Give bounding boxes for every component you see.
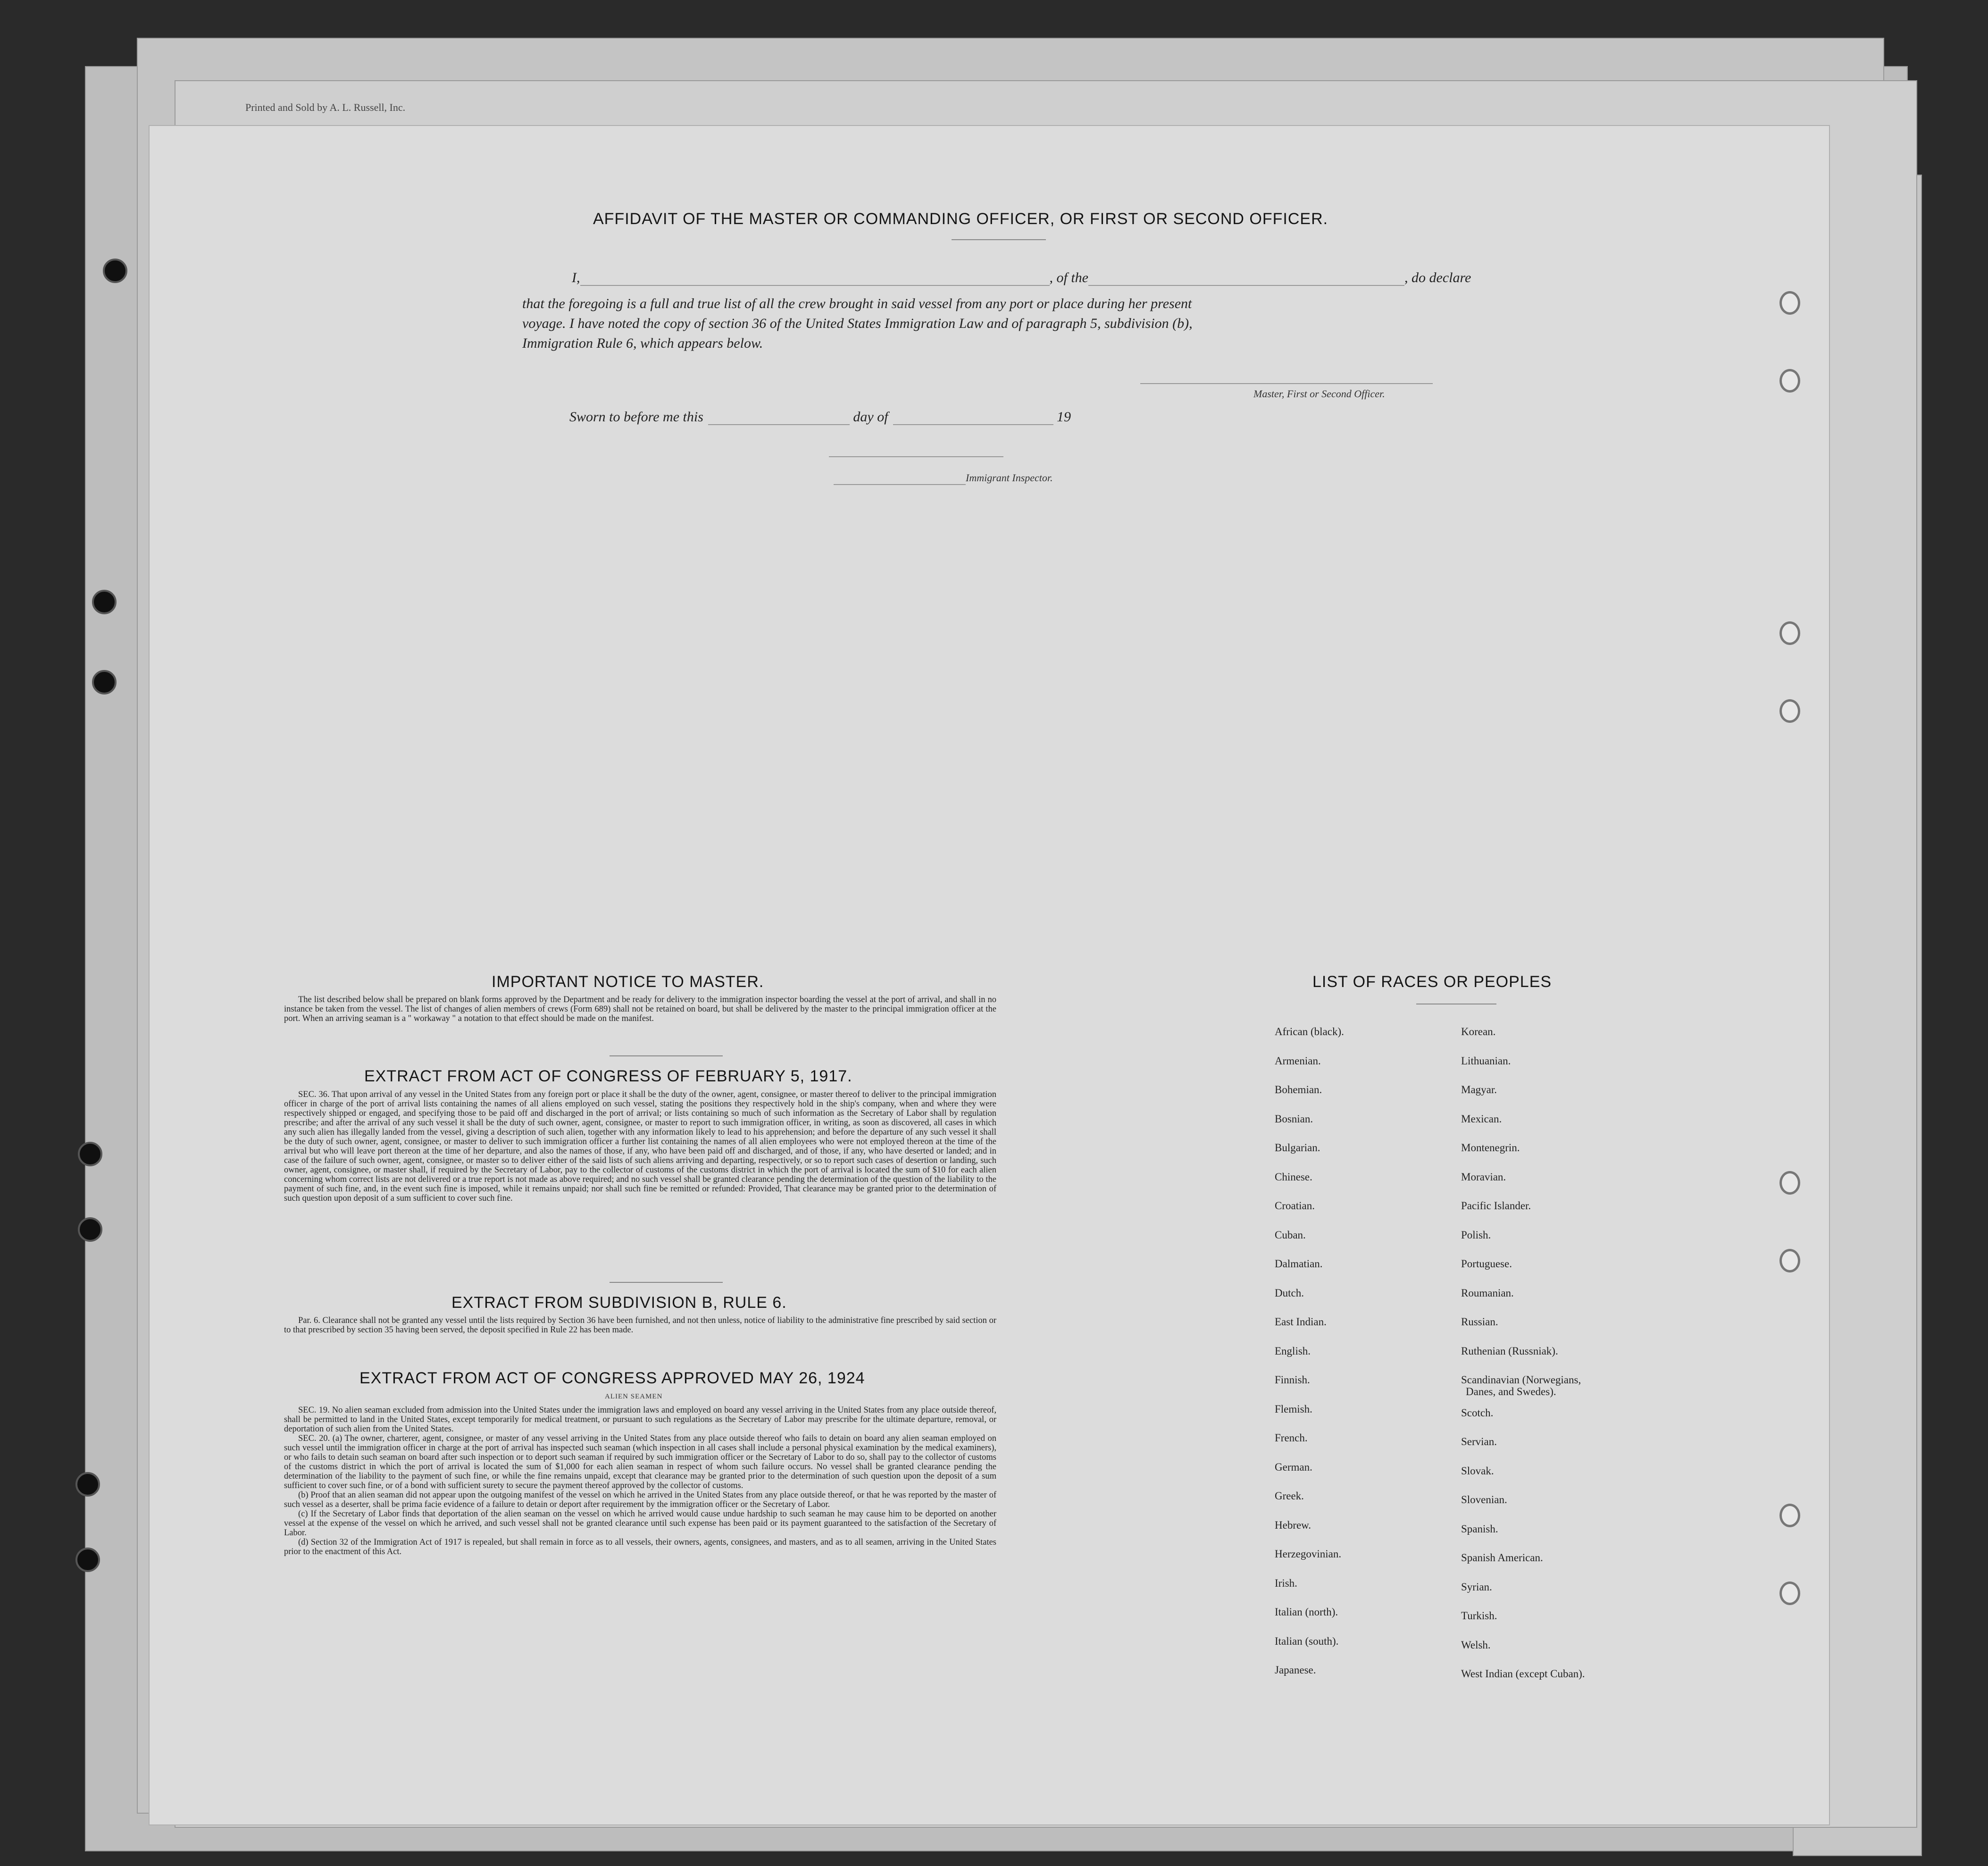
race-item: Bohemian. bbox=[1275, 1084, 1322, 1096]
section-20c-paragraph: (c) If the Secretary of Labor finds that deportation of the alien seaman on the vessel on which he arrived would cause undue hardship to such seaman he may cause him to be deported on another vessel at the expense of the vessel on which he arrived, and such vessel shall not be granted clearance until such expense has been paid or its payment guaranteed to the satisfaction of the Secretary of Labor. bbox=[284, 1509, 996, 1538]
binder-hole bbox=[103, 259, 127, 283]
section-20a-paragraph: SEC. 20. (a) The owner, charterer, agent, consignee, or master of any vessel arriving in the United States from any place outside thereof who fails to detain on board any alien seaman employed on such vessel until the immigration officer in charge at the port of arrival has inspected such seaman (which inspection in all cases shall include a personal physical examination by the medical examiners), or who fails to detain such seaman on board after such inspection or to deport such seaman if required by such immigration officer or the Secretary of Labor to do so, shall pay to the collector of customs of the customs district in which the port of arrival is located the sum of $1,000 for each alien seaman in respect of whom such failure occurs. No vessel shall be granted clearance pending the determination of the liability to the payment of such fine, or while the fine remains unpaid, except that clearance may be granted prior to the determination of such question upon the deposit of a sum sufficient to cover such fine, or of a bond with sufficient surety to secure the payment thereof approved by the collector of customs. bbox=[284, 1434, 996, 1490]
name-blank bbox=[580, 285, 1050, 286]
extract-1917-text bbox=[284, 1090, 996, 1203]
race-item: African (black). bbox=[1275, 1026, 1344, 1038]
binder-hole bbox=[1779, 1581, 1800, 1605]
divider bbox=[610, 1282, 723, 1283]
race-item: Scotch. bbox=[1461, 1406, 1494, 1419]
section-19-paragraph: SEC. 19. No alien seaman excluded from admission into the United States under the immigration laws and employed on board any vessel arriving in the United States from any place outside thereof, shall be permitted to land in the United States, except temporarily for medical treatment, or pursuant to such regulations as the Secretary of Labor may prescribe for the ultimate departure, removal, or deportation of such alien from the United States. bbox=[284, 1406, 996, 1434]
race-item: Slovak. bbox=[1461, 1464, 1494, 1477]
race-item: French. bbox=[1275, 1432, 1308, 1444]
alien-seamen-subtitle: ALIEN SEAMEN bbox=[605, 1393, 663, 1400]
race-item: Scandinavian (Norwegians, bbox=[1461, 1374, 1581, 1386]
race-item: Dutch. bbox=[1275, 1287, 1304, 1299]
affidavit-line-2: that the foregoing is a full and true list of all the crew brought in said vessel from any port or place during her present bbox=[522, 296, 1192, 311]
race-item: Servian. bbox=[1461, 1436, 1497, 1448]
race-item: Armenian. bbox=[1275, 1054, 1321, 1067]
day-blank bbox=[708, 424, 850, 425]
month-blank bbox=[893, 424, 1053, 425]
race-item: Greek. bbox=[1275, 1490, 1304, 1502]
inspector-signature-line bbox=[829, 456, 1003, 457]
extract-rule6-text bbox=[284, 1316, 996, 1335]
divider bbox=[952, 239, 1046, 240]
binder-hole bbox=[1779, 291, 1800, 315]
race-item: Italian (north). bbox=[1275, 1606, 1338, 1618]
notice-text bbox=[284, 995, 996, 1023]
race-item: Korean. bbox=[1461, 1026, 1496, 1038]
master-caption: Master, First or Second Officer. bbox=[1253, 388, 1385, 400]
race-item: West Indian (except Cuban). bbox=[1461, 1668, 1585, 1680]
signature-line bbox=[1140, 383, 1433, 384]
race-item: Bulgarian. bbox=[1275, 1142, 1320, 1154]
affidavit-line-4: Immigration Rule 6, which appears below. bbox=[522, 335, 763, 351]
binder-hole bbox=[1779, 369, 1800, 393]
race-item: Irish. bbox=[1275, 1577, 1297, 1589]
race-item: Portuguese. bbox=[1461, 1258, 1512, 1270]
race-item: Chinese. bbox=[1275, 1171, 1312, 1183]
extract-rule6-title: EXTRACT FROM SUBDIVISION B, RULE 6. bbox=[451, 1294, 787, 1312]
race-item: Syrian. bbox=[1461, 1581, 1492, 1593]
race-item: Cuban. bbox=[1275, 1229, 1306, 1241]
sworn-line bbox=[569, 409, 1071, 425]
affidavit-line-3: voyage. I have noted the copy of section 36 of the United States Immigration Law and of paragraph 5, subdivision (b), bbox=[522, 316, 1193, 331]
race-item: Finnish. bbox=[1275, 1374, 1310, 1386]
race-item: Slovenian. bbox=[1461, 1494, 1507, 1506]
race-item: Lithuanian. bbox=[1461, 1054, 1511, 1067]
race-item: Spanish American. bbox=[1461, 1552, 1543, 1564]
section-20d-paragraph: (d) Section 32 of the Immigration Act of 1917 is repealed, but shall remain in force as to all vessels, their owners, agents, consignees, and masters, and as to all seamen, arriving in the United States prior to the enactment of this Act. bbox=[284, 1538, 996, 1556]
race-item: Turkish. bbox=[1461, 1610, 1497, 1622]
race-item: Croatian. bbox=[1275, 1200, 1315, 1212]
race-item: Moravian. bbox=[1461, 1171, 1506, 1183]
race-continuation: Danes, and Swedes). bbox=[1466, 1386, 1556, 1397]
race-item: Russian. bbox=[1461, 1316, 1498, 1328]
race-item: German. bbox=[1275, 1461, 1312, 1473]
binder-hole bbox=[92, 590, 117, 614]
race-item: East Indian. bbox=[1275, 1316, 1327, 1328]
extract-1917-title: EXTRACT FROM ACT OF CONGRESS OF FEBRUARY 5, 1917. bbox=[364, 1067, 852, 1085]
inspector-caption: Immigrant Inspector. bbox=[966, 472, 1053, 484]
binder-hole bbox=[92, 670, 117, 695]
vessel-blank bbox=[1088, 285, 1404, 286]
of-the-label: , of the bbox=[1049, 270, 1088, 285]
race-item: Magyar. bbox=[1461, 1084, 1497, 1096]
divider bbox=[610, 1055, 723, 1056]
binder-hole bbox=[78, 1217, 102, 1242]
binder-hole bbox=[1779, 1171, 1800, 1195]
race-item: Pacific Islander. bbox=[1461, 1200, 1531, 1212]
race-item: Italian (south). bbox=[1275, 1635, 1339, 1647]
i-label: I, bbox=[572, 270, 580, 285]
race-item: Bosnian. bbox=[1275, 1113, 1313, 1125]
section-36-paragraph: SEC. 36. That upon arrival of any vessel in the United States from any foreign port or place it shall be the duty of the owner, agent, consignee, or master thereof to deliver to the principal immigration officer in charge of the port of arrival lists containing the names of all aliens employed on such vessel, stating the positions they respectively hold in the ship's company, when and where they were respectively shipped or engaged, and specifying those to be paid off and discharged in the port of arrival; or lists containing so much of such information as the Secretary of Labor shall by regulation prescribe; and after the arrival of any such vessel it shall be the duty of such owner, agent, consignee, or master to report to such immigration officer, in writing, as soon as discovered, all cases in which any such alien has illegally landed from the vessel, giving a description of such alien, together with any information likely to lead to his apprehension; and before the departure of any such vessel it shall be the duty of such owner, agent, consignee, or master to deliver to such immigration officer a further list containing the names of all alien employees who were not employed thereon at the time of the arrival but who will leave port thereon at the time of her departure, and also the names of those, if any, who have been paid off and discharged, and of those, if any, who have deserted or landed; and in case of the failure of such owner, agent, consignee, or master so to deliver either of the said lists of such aliens arriving and departing, respectively, or so to report such cases of desertion or landing, such owner, agent, consignee, or master shall, if required by the Secretary of Labor, pay to the collector of customs of the customs district in which the port of arrival is located the sum of $10 for each alien concerning whom correct lists are not delivered or a true report is not made as above required; and no such vessel shall be granted clearance pending the determination of the question of the liability to the payment of such fine, and, in the event such fine is imposed, while it remains unpaid; nor shall such fine be remitted or refunded: Provided, That clearance may be granted prior to the determination of such question upon deposit of a sum sufficient to cover such fine. bbox=[284, 1090, 996, 1203]
race-item: English. bbox=[1275, 1345, 1311, 1357]
printer-credit: Printed and Sold by A. L. Russell, Inc. bbox=[245, 101, 406, 113]
inspector-blank bbox=[834, 473, 966, 485]
affidavit-page bbox=[149, 125, 1830, 1825]
extract-1924-text bbox=[284, 1406, 996, 1556]
year-label: 19 bbox=[1057, 409, 1071, 425]
affidavit-title: AFFIDAVIT OF THE MASTER OR COMMANDING OFFICER, OR FIRST OR SECOND OFFICER. bbox=[593, 210, 1328, 228]
binder-hole bbox=[1779, 1504, 1800, 1527]
race-item: Mexican. bbox=[1461, 1113, 1502, 1125]
binder-hole bbox=[1779, 699, 1800, 723]
day-of-label: day of bbox=[853, 409, 888, 425]
race-item: Hebrew. bbox=[1275, 1519, 1311, 1531]
race-item: Welsh. bbox=[1461, 1639, 1491, 1651]
extract-1924-title: EXTRACT FROM ACT OF CONGRESS APPROVED MAY 26, 1924 bbox=[359, 1369, 865, 1387]
races-title: LIST OF RACES OR PEOPLES bbox=[1312, 973, 1552, 991]
race-item: Dalmatian. bbox=[1275, 1258, 1323, 1270]
binder-hole bbox=[78, 1142, 102, 1166]
race-item: Spanish. bbox=[1461, 1523, 1498, 1535]
affidavit-line-1 bbox=[572, 270, 1471, 286]
section-20b-paragraph: (b) Proof that an alien seaman did not appear upon the outgoing manifest of the vessel on which he arrived in the United States from any place outside thereof, or that he was reported by the master of such vessel as a deserter, shall be prima facie evidence of a failure to detain or deport after requirement by the immigration officer or the Secretary of Labor. bbox=[284, 1490, 996, 1509]
par-6-paragraph: Par. 6. Clearance shall not be granted any vessel until the lists required by Section 36 have been furnished, and not then unless, notice of liability to the administrative fine prescribed by said section or to that prescribed by section 35 having been served, the deposit specified in Rule 22 has been made. bbox=[284, 1316, 996, 1335]
binder-hole bbox=[1779, 621, 1800, 645]
binder-hole bbox=[75, 1472, 100, 1497]
race-item: Ruthenian (Russniak). bbox=[1461, 1345, 1558, 1357]
binder-hole bbox=[75, 1548, 100, 1572]
notice-paragraph: The list described below shall be prepared on blank forms approved by the Department and be ready for delivery to the immigration inspector boarding the vessel at the port of arrival, and shall in no instance be taken from the vessel. The list of changes of alien members of crews (Form 689) shall not be retained on board, but shall be delivered by the master to the principal immigration officer at the port. When an arriving seaman is a " workaway " a notation to that effect should be made on the manifest. bbox=[284, 995, 996, 1023]
race-item: Japanese. bbox=[1275, 1664, 1316, 1676]
sworn-label: Sworn to before me this bbox=[569, 409, 703, 425]
do-declare-label: , do declare bbox=[1404, 270, 1471, 285]
race-item: Herzegovinian. bbox=[1275, 1548, 1342, 1560]
race-item: Polish. bbox=[1461, 1229, 1491, 1241]
notice-title: IMPORTANT NOTICE TO MASTER. bbox=[492, 973, 764, 991]
binder-hole bbox=[1779, 1249, 1800, 1272]
race-item: Montenegrin. bbox=[1461, 1142, 1520, 1154]
race-item: Roumanian. bbox=[1461, 1287, 1514, 1299]
race-item: Flemish. bbox=[1275, 1403, 1312, 1415]
